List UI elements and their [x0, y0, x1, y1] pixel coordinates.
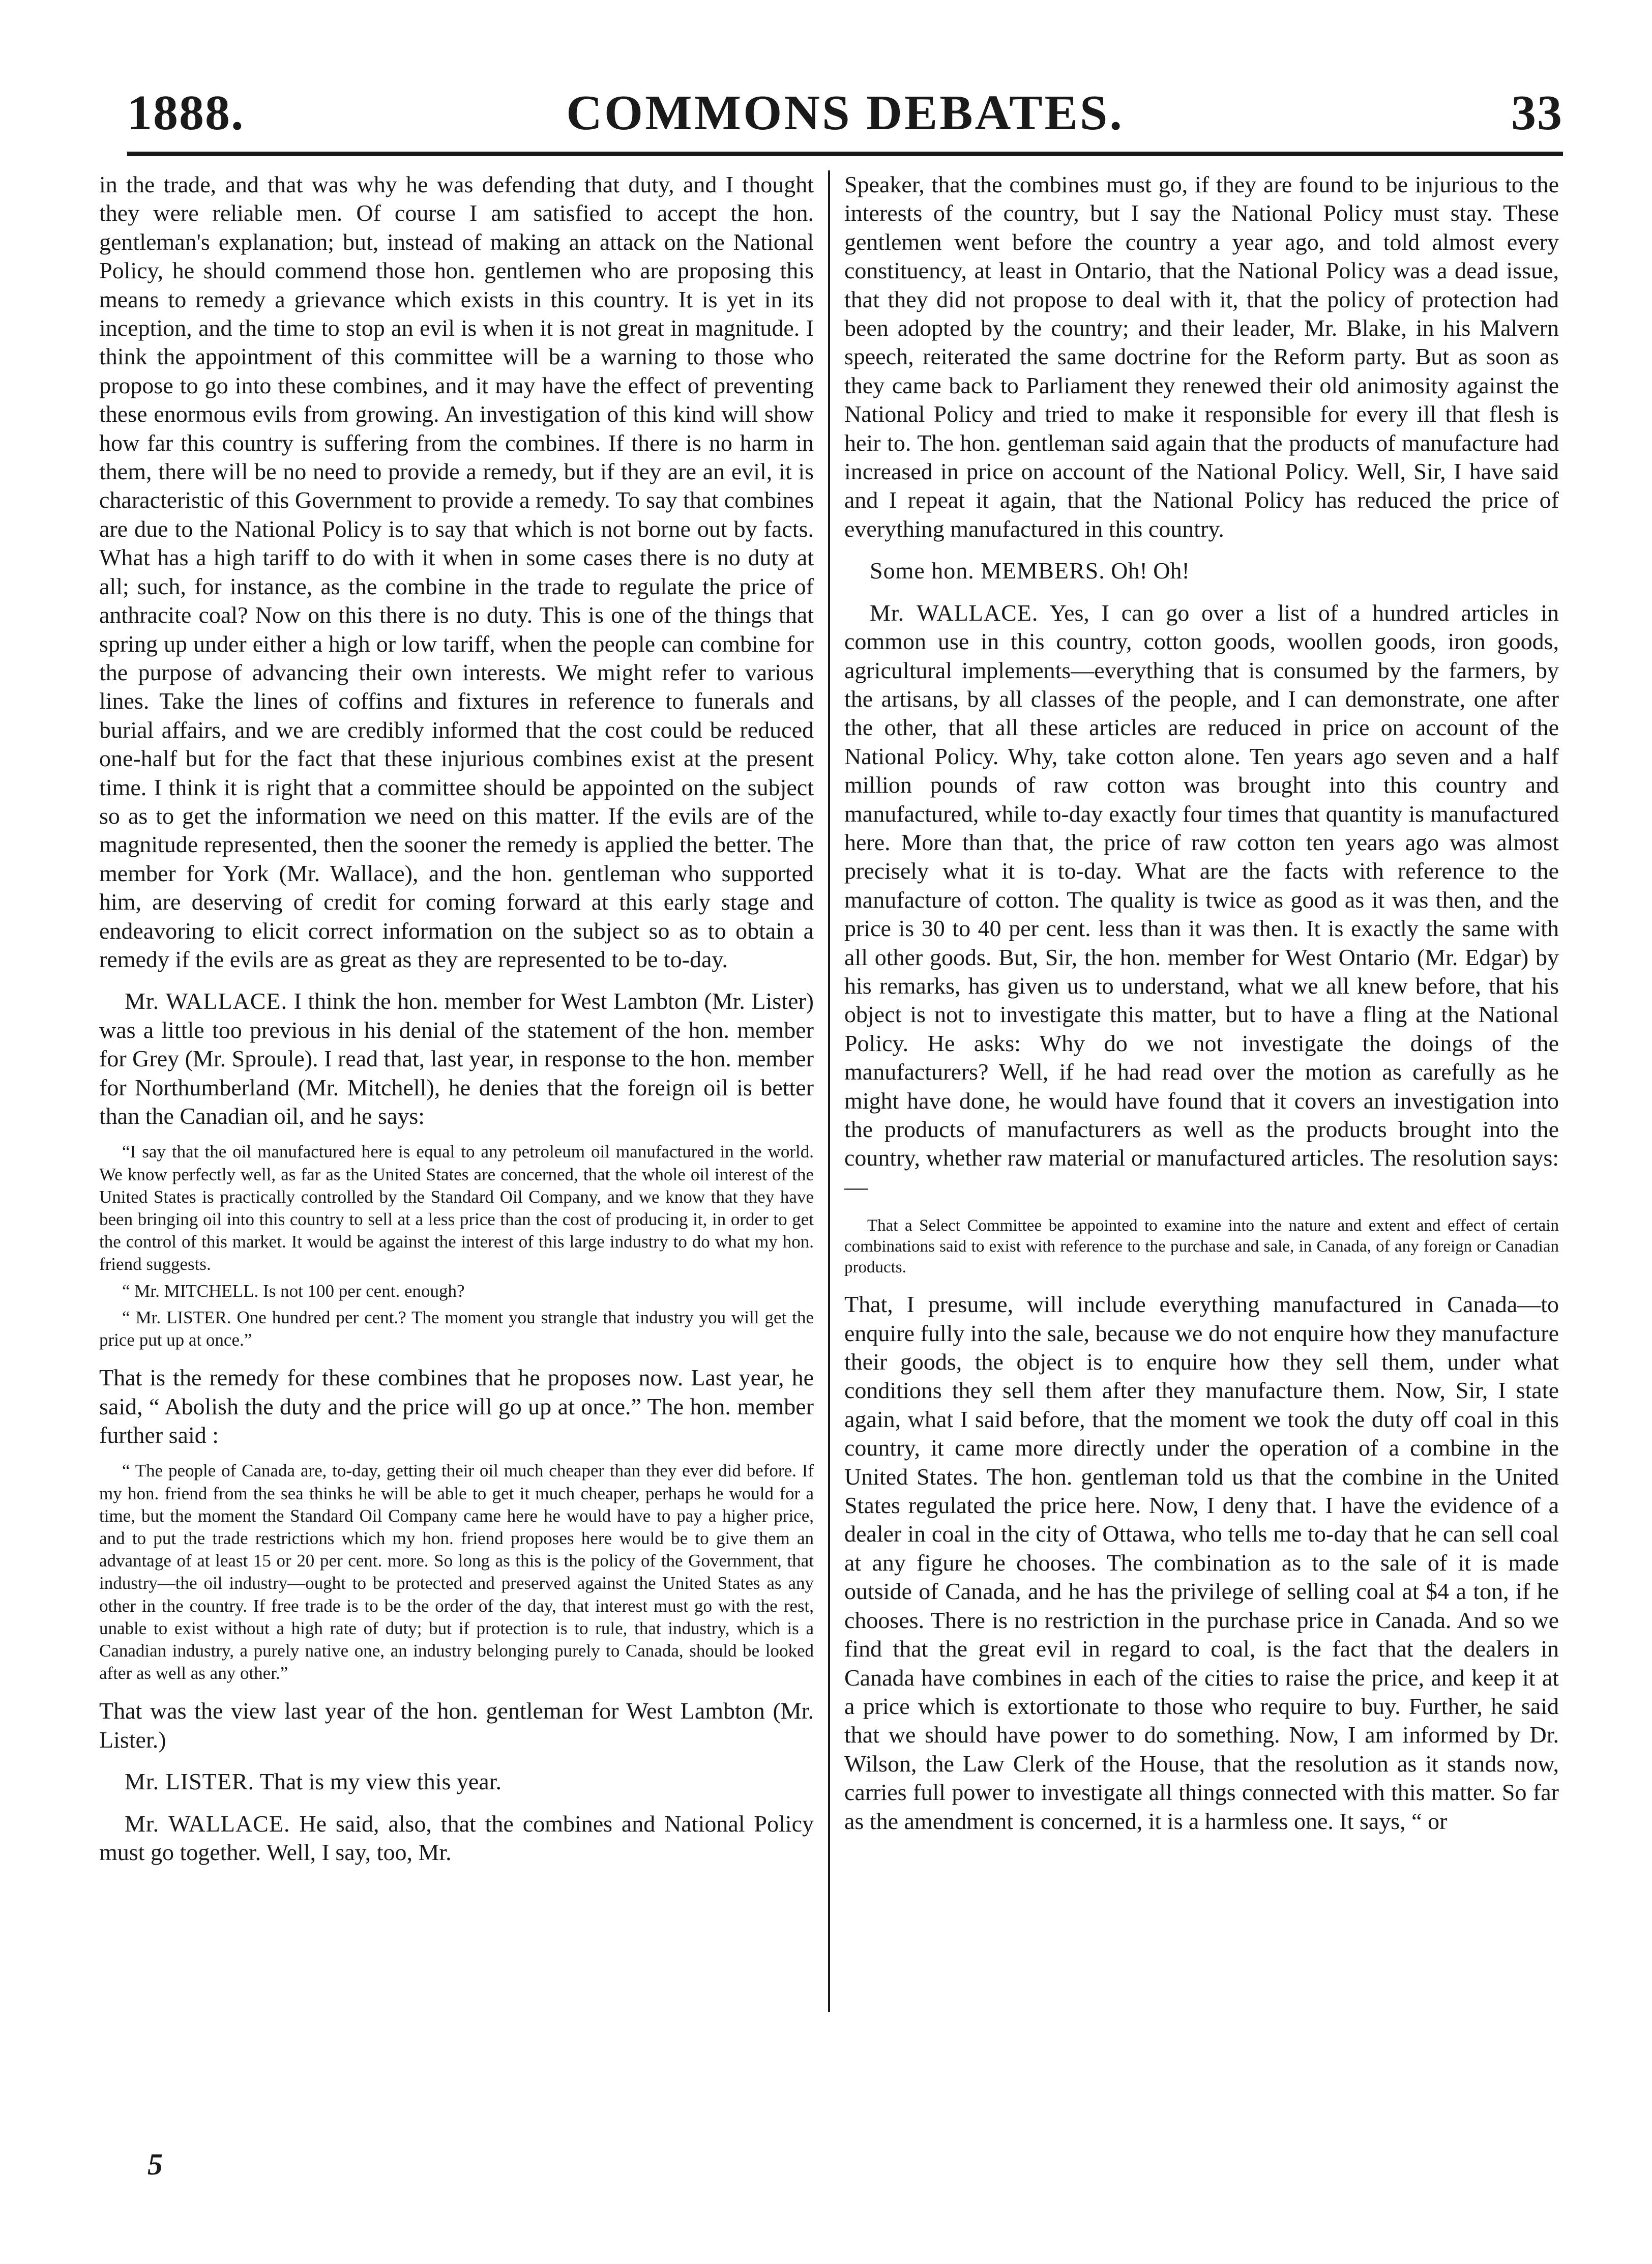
signature-mark: 5: [148, 2147, 163, 2181]
quotation: “ The people of Canada are, to-day, getting their oil much cheaper than they ever did before. If my hon. friend from the sea thinks he will be able to get it much cheaper, perhaps he would for a time, but the moment the Standard Oil Company came here he would have to pay a higher price, and to put the trade restrictions which my hon. friend proposes here would be to give them an advantage of at least 15 or 20 per cent. more. So long as this is the policy of the Government, that industry—the oil industry—ought to be protected and preserved against the United States as any other in the country. If free trade is to be the order of the day, that interest must go with the rest, unable to exist without a high rate of duty; but if protection is to rule, that industry, which is a Canadian industry, a purely native one, an industry belonging purely to Canada, should be looked after as well as any other.”: [99, 1461, 814, 1684]
paragraph: [99, 1767, 814, 1796]
speaker-name: Mr. WALLACE.: [125, 988, 288, 1014]
page-header: [127, 84, 1563, 142]
publication-title: COMMONS DEBATES.: [566, 85, 1124, 140]
header-year: 1888.: [127, 85, 245, 140]
speaker-name: Some hon. MEMBERS.: [870, 558, 1105, 584]
paragraph: [99, 987, 814, 1130]
speech-text: I think the hon. member for West Lambton (Mr. Lister) was a little too previous in his denial of the statement of the hon. member for Grey (Mr. Sproule). I read that, last year, in response to the hon. member for Northumberland (Mr. Mitchell), he denies that the foreign oil is better than the Canadian oil, and he says:: [99, 988, 814, 1129]
paragraph: That is the remedy for these combines that he proposes now. Last year, he said, “ Abolish the duty and the price will go up at once.” The hon. member further said :: [99, 1365, 814, 1448]
speaker-name: Mr. WALLACE.: [870, 599, 1039, 626]
paragraph: That was the view last year of the hon. gentleman for West Lambton (Mr. Lister.): [99, 1698, 814, 1753]
quotation: “I say that the oil manufactured here is equal to any petroleum oil manufactured in the world. We know perfectly well, as far as the United States are concerned, that the whole oil interest of the United States is practically controlled by the Standard Oil Company, and we know that they have been bringing oil into this country to sell at a less price than the cost of producing it, in order to get the control of this market. It would be against the interest of this large industry to do what my hon. friend suggests.: [99, 1142, 814, 1274]
resolution-text: That a Select Committee be appointed to examine into the nature and extent and effect of certain combinations said to exist with reference to the purchase and sale, in Canada, of any foreign or Canadian products.: [844, 1216, 1559, 1277]
left-column: [99, 170, 814, 2175]
paragraph: That, I presume, will include everything manufactured in Canada—to enquire fully into the sale, because we do not enquire how they manufacture their goods, the object is to enquire how they sell them, under what conditions they sell them after they manufacture them. Now, Sir, I state again, what I said before, that the moment we took the duty off coal in this country, it came more directly under the operation of a combine in the United States. The hon. gentleman told us that the combine in the United States regulated the price here. Now, I deny that. I have the evidence of a dealer in coal in the city of Ottawa, who tells me to-day that he can sell coal at any figure he chooses. The combination as to the sale of it is made outside of Canada, and he has the privilege of selling coal at $4 a ton, if he chooses. There is no restriction in the purchase price in Canada. And so we find that the great evil in regard to coal, is the fact that the dealers in Canada have combines in each of the cities to raise the price, and keep it at a price which is extortionate to those who require to buy. Further, he said that we should have power to do something. Now, I am informed by Dr. Wilson, the Law Clerk of the House, that the resolution as it stands now, carries full power to investigate all things connected with this matter. So far as the amendment is concerned, it is a harmless one. It says, “ or: [844, 1291, 1559, 1834]
paragraph: in the trade, and that was why he was defending that duty, and I thought they were reliable men. Of course I am satisfied to accept the hon. gentleman's explanation; but, instead of making an attack on the National Policy, he should commend those hon. gentlemen who are proposing this means to remedy a grievance which exists in this country. It is yet in its inception, and the time to stop an evil is when it is not great in magnitude. I think the appointment of this committee will be a warning to those who propose to go into these combines, and it may have the effect of preventing these enormous evils from growing. An investigation of this kind will show how far this country is suffering from the combines. If there is no harm in them, there will be no need to provide a remedy, but if they are an evil, it is characteristic of this Government to provide a remedy. To say that combines are due to the National Policy is to say that which is not borne out by facts. What has a high tariff to do with it when in some cases there is no duty at all; such, for instance, as the combine in the trade to regulate the price of anthracite coal? Now on this there is no duty. This is one of the things that spring up under either a high or low tariff, when the people can combine for the purpose of advancing their own interests. We might refer to various lines. Take the lines of coffins and fixtures in reference to funerals and burial affairs, and we are credibly informed that the cost could be reduced one-half but for the fact that these injurious combines exist at the present time. I think it is right that a committee should be appointed on the subject so as to get the information we need on this matter. If the evils are of the magnitude represented, then the sooner the remedy is applied the better. The member for York (Mr. Wallace), and the hon. gentleman who supported him, are deserving of credit for coming forward at this early stage and endeavoring to elicit correct information on the subject so as to obtain a remedy if the evils are as great as they are represented to be to-day.: [99, 171, 814, 972]
page-number: 33: [1511, 85, 1563, 140]
speech-text: Oh! Oh!: [1111, 558, 1190, 584]
speech-text: That is my view this year.: [259, 1768, 501, 1795]
right-column: [844, 170, 1559, 2175]
header-rule: [127, 152, 1563, 156]
column-divider: [828, 170, 830, 2012]
speaker-name: Mr. LISTER.: [125, 1768, 255, 1795]
paragraph: Speaker, that the combines must go, if they are found to be injurious to the interests of the country, but I say the National Policy must stay. These gentlemen went before the country a year ago, and told almost every constituency, at least in Ontario, that the National Policy was a dead issue, that they did not propose to deal with it, that the policy of protection had been adopted by the country; and their leader, Mr. Blake, in his Malvern speech, reiterated the same doctrine for the Reform party. But as soon as they came back to Parliament they renewed their old animosity against the National Policy and tried to make it responsible for every ill that flesh is heir to. The hon. gentleman said again that the products of manufacture had increased in price on account of the National Policy. Well, Sir, I have said and I repeat it again, that the National Policy has reduced the price of everything manufactured in this country.: [844, 171, 1559, 542]
quotation: “ Mr. LISTER. One hundred per cent.? The moment you strangle that industry you will get the price put up at once.”: [99, 1307, 814, 1350]
quotation: “ Mr. MITCHELL. Is not 100 per cent. enough?: [122, 1281, 465, 1301]
speech-text: Yes, I can go over a list of a hundred articles in common use in this country, cotton goods, woollen goods, iron goods, agricultural implements—everything that is consumed by the farmers, by the artisans, by all classes of the people, and I can demonstrate, one after the other, that all these articles are reduced in price on account of the National Policy. Why, take cotton alone. Ten years ago seven and a half million pounds of raw cotton was brought into this country and manufactured, while to-day exactly four times that quantity is manufactured here. More than that, the price of raw cotton ten years ago was almost precisely what it is to-day. What are the facts with reference to the manufacture of cotton. The quality is twice as good as it was then, and the price is 30 to 40 per cent. less than it was then. It is exactly the same with all other goods. But, Sir, the hon. member for West Ontario (Mr. Edgar) by his remarks, has given us to understand, what we all knew before, that his object is not to investigate this matter, but to have a fling at the National Policy. He asks: Why do we not investigate the doings of the manufacturers? Well, if he had read over the motion as carefully as he might have done, he would have found that it covers an investigation into the products of manufacturers as well as the products brought into the country, whether raw material or manufactured articles. The resolution says:—: [844, 599, 1559, 1200]
paragraph: [844, 599, 1559, 1202]
paragraph: [844, 557, 1559, 585]
speech-text: He said, also, that the combines and National Policy must go together. Well, I say, too, Mr.: [99, 1810, 814, 1866]
paragraph: [99, 1810, 814, 1867]
speaker-name: Mr. WALLACE.: [125, 1810, 290, 1837]
